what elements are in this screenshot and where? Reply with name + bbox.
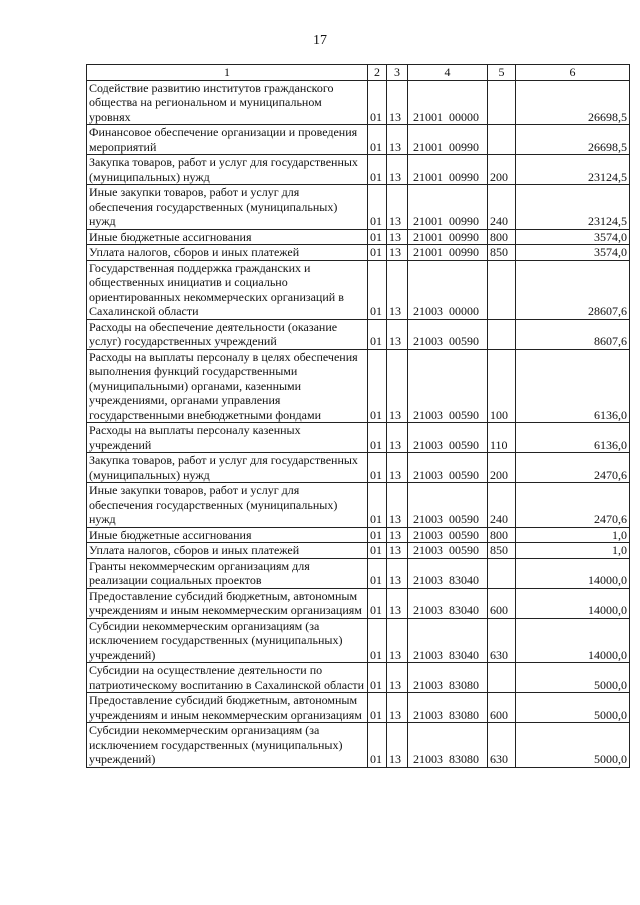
row-target-code: [408, 349, 488, 423]
row-chapter: 01: [368, 185, 387, 230]
row-target-program: 21003: [413, 512, 443, 526]
row-section: 13: [387, 260, 408, 319]
row-name: Иные закупки товаров, работ и услуг для обеспечения государственных (муниципальных) нужд: [87, 185, 368, 230]
table-row: [87, 349, 630, 423]
table-row: [87, 260, 630, 319]
row-amount: 14000,0: [516, 588, 630, 618]
row-target-program: 21003: [413, 527, 443, 542]
row-target-code: [408, 618, 488, 663]
row-chapter: 01: [368, 483, 387, 528]
row-section: 13: [387, 663, 408, 693]
row-section: 13: [387, 185, 408, 230]
row-amount: 28607,6: [516, 260, 630, 319]
row-target-program: 21003: [413, 304, 443, 318]
row-section: 13: [387, 453, 408, 483]
row-target-direction: 00990: [449, 214, 479, 228]
row-target-program: 21001: [413, 139, 443, 154]
row-target-program: 21003: [413, 707, 443, 722]
row-expense-type: 630: [488, 618, 516, 663]
row-expense-type: 850: [488, 245, 516, 261]
row-target-direction: 00590: [449, 512, 479, 526]
row-name: Закупка товаров, работ и услуг для государственных (муниципальных) нужд: [87, 453, 368, 483]
row-target-program: 21003: [413, 437, 443, 452]
row-chapter: 01: [368, 80, 387, 125]
row-chapter: 01: [368, 588, 387, 618]
row-section: 13: [387, 423, 408, 453]
row-expense-type: 200: [488, 453, 516, 483]
row-target-direction: 00590: [449, 407, 479, 422]
header-col-5: 5: [488, 65, 516, 81]
table-row: [87, 229, 630, 245]
row-target-code: [408, 453, 488, 483]
row-target-code: [408, 423, 488, 453]
row-target-program: 21003: [413, 334, 443, 348]
row-target-program: 21003: [413, 752, 443, 766]
row-section: 13: [387, 558, 408, 588]
row-name: Закупка товаров, работ и услуг для государственных (муниципальных) нужд: [87, 155, 368, 185]
row-section: 13: [387, 319, 408, 349]
row-name: Финансовое обеспечение организации и проведения мероприятий: [87, 125, 368, 155]
table-row: [87, 125, 630, 155]
row-amount: 23124,5: [516, 155, 630, 185]
row-target-direction: 83080: [449, 707, 479, 722]
row-expense-type: 630: [488, 723, 516, 768]
row-amount: 5000,0: [516, 723, 630, 768]
row-target-direction: 83080: [449, 752, 479, 766]
row-target-code: [408, 260, 488, 319]
row-expense-type: [488, 663, 516, 693]
row-amount: 3574,0: [516, 229, 630, 245]
row-amount: 1,0: [516, 527, 630, 543]
row-target-direction: 00990: [449, 245, 479, 259]
row-name: Гранты некоммерческим организациям для реализации социальных проектов: [87, 558, 368, 588]
row-target-code: [408, 558, 488, 588]
row-target-program: 21001: [413, 245, 443, 259]
row-target-direction: 00590: [449, 543, 479, 557]
row-section: 13: [387, 693, 408, 723]
row-expense-type: 100: [488, 349, 516, 423]
row-chapter: 01: [368, 125, 387, 155]
row-target-direction: 00590: [449, 334, 479, 348]
table-row: [87, 245, 630, 261]
row-target-code: [408, 693, 488, 723]
row-target-direction: 00590: [449, 437, 479, 452]
row-target-direction: 83080: [449, 677, 479, 692]
row-chapter: 01: [368, 543, 387, 559]
table-row: [87, 319, 630, 349]
row-expense-type: [488, 80, 516, 125]
row-name: Иные бюджетные ассигнования: [87, 527, 368, 543]
row-target-program: 21003: [413, 573, 443, 587]
row-chapter: 01: [368, 423, 387, 453]
row-target-code: [408, 723, 488, 768]
row-amount: 1,0: [516, 543, 630, 559]
row-amount: 3574,0: [516, 245, 630, 261]
budget-table: [86, 64, 630, 768]
row-target-direction: 83040: [449, 573, 479, 587]
row-expense-type: 110: [488, 423, 516, 453]
row-expense-type: 800: [488, 527, 516, 543]
row-section: 13: [387, 543, 408, 559]
row-target-direction: 00590: [449, 467, 479, 482]
table-row: [87, 453, 630, 483]
row-target-code: [408, 155, 488, 185]
row-expense-type: 600: [488, 588, 516, 618]
table-row: [87, 543, 630, 559]
row-target-program: 21003: [413, 407, 443, 422]
row-expense-type: [488, 319, 516, 349]
row-chapter: 01: [368, 558, 387, 588]
row-chapter: 01: [368, 453, 387, 483]
row-target-code: [408, 185, 488, 230]
table-row: [87, 618, 630, 663]
row-section: 13: [387, 588, 408, 618]
row-target-direction: 00000: [449, 109, 479, 124]
row-target-direction: 00990: [449, 139, 479, 154]
table-body: [87, 65, 630, 768]
row-chapter: 01: [368, 349, 387, 423]
page-number: 17: [313, 33, 327, 48]
row-target-code: [408, 125, 488, 155]
table-row: [87, 185, 630, 230]
row-section: 13: [387, 618, 408, 663]
row-name: Субсидии некоммерческим организациям (за исключением государственных (муниципальных) учреждений): [87, 618, 368, 663]
row-expense-type: [488, 558, 516, 588]
row-name: Содействие развитию институтов гражданского общества на региональном и муниципальном уровнях: [87, 80, 368, 125]
row-amount: 14000,0: [516, 618, 630, 663]
row-target-code: [408, 527, 488, 543]
row-name: Государственная поддержка гражданских и общественных инициатив и социально ориентированных некоммерческих организаций в Сахалинской области: [87, 260, 368, 319]
table-row: [87, 723, 630, 768]
row-expense-type: 800: [488, 229, 516, 245]
row-name: Субсидии некоммерческим организациям (за исключением государственных (муниципальных) учреждений): [87, 723, 368, 768]
row-amount: 2470,6: [516, 483, 630, 528]
row-section: 13: [387, 155, 408, 185]
row-section: 13: [387, 245, 408, 261]
row-chapter: 01: [368, 245, 387, 261]
row-target-program: 21001: [413, 229, 443, 244]
row-target-program: 21003: [413, 603, 443, 617]
row-target-code: [408, 245, 488, 261]
table-row: [87, 558, 630, 588]
row-target-code: [408, 663, 488, 693]
row-chapter: 01: [368, 723, 387, 768]
header-col-3: 3: [387, 65, 408, 81]
table-header-row: [87, 65, 630, 81]
row-target-code: [408, 483, 488, 528]
row-expense-type: 200: [488, 155, 516, 185]
table-row: [87, 527, 630, 543]
row-chapter: 01: [368, 618, 387, 663]
row-target-direction: 00990: [449, 169, 479, 184]
row-target-program: 21003: [413, 543, 443, 557]
header-col-1: 1: [87, 65, 368, 81]
row-chapter: 01: [368, 663, 387, 693]
table-row: [87, 588, 630, 618]
row-name: Иные бюджетные ассигнования: [87, 229, 368, 245]
row-section: 13: [387, 349, 408, 423]
row-amount: 6136,0: [516, 349, 630, 423]
row-name: Расходы на выплаты персоналу казенных учреждений: [87, 423, 368, 453]
row-target-program: 21003: [413, 467, 443, 482]
row-name: Субсидии на осуществление деятельности по патриотическому воспитанию в Сахалинской области: [87, 663, 368, 693]
row-amount: 5000,0: [516, 663, 630, 693]
row-expense-type: 600: [488, 693, 516, 723]
row-target-code: [408, 80, 488, 125]
row-chapter: 01: [368, 229, 387, 245]
row-section: 13: [387, 229, 408, 245]
row-name: Расходы на обеспечение деятельности (оказание услуг) государственных учреждений: [87, 319, 368, 349]
row-name: Предоставление субсидий бюджетным, автономным учреждениям и иным некоммерческим организациям: [87, 588, 368, 618]
row-target-direction: 00990: [449, 229, 479, 244]
row-expense-type: [488, 260, 516, 319]
row-target-program: 21001: [413, 109, 443, 124]
row-amount: 23124,5: [516, 185, 630, 230]
row-chapter: 01: [368, 260, 387, 319]
row-target-direction: 00590: [449, 527, 479, 542]
row-section: 13: [387, 527, 408, 543]
table-row: [87, 663, 630, 693]
row-target-direction: 83040: [449, 603, 479, 617]
row-section: 13: [387, 483, 408, 528]
row-name: Иные закупки товаров, работ и услуг для обеспечения государственных (муниципальных) нужд: [87, 483, 368, 528]
row-target-direction: 83040: [449, 647, 479, 662]
header-col-2: 2: [368, 65, 387, 81]
table-row: [87, 155, 630, 185]
row-amount: 6136,0: [516, 423, 630, 453]
row-name: Расходы на выплаты персоналу в целях обеспечения выполнения функций государственными (муниципальными) органами, казенными учреждениями, органами управления государственными внебюджетными фондами: [87, 349, 368, 423]
row-section: 13: [387, 80, 408, 125]
row-target-code: [408, 588, 488, 618]
row-target-code: [408, 319, 488, 349]
row-target-program: 21001: [413, 214, 443, 228]
row-expense-type: [488, 125, 516, 155]
row-expense-type: 240: [488, 185, 516, 230]
row-amount: 26698,5: [516, 80, 630, 125]
table-row: [87, 693, 630, 723]
row-expense-type: 850: [488, 543, 516, 559]
header-col-4: 4: [408, 65, 488, 81]
table-row: [87, 423, 630, 453]
row-target-program: 21003: [413, 677, 443, 692]
table-row: [87, 80, 630, 125]
table-row: [87, 483, 630, 528]
row-target-program: 21001: [413, 169, 443, 184]
row-amount: 8607,6: [516, 319, 630, 349]
header-col-6: 6: [516, 65, 630, 81]
row-chapter: 01: [368, 693, 387, 723]
row-expense-type: 240: [488, 483, 516, 528]
row-name: Уплата налогов, сборов и иных платежей: [87, 543, 368, 559]
row-name: Уплата налогов, сборов и иных платежей: [87, 245, 368, 261]
row-amount: 5000,0: [516, 693, 630, 723]
row-target-direction: 00000: [449, 304, 479, 318]
row-chapter: 01: [368, 319, 387, 349]
row-chapter: 01: [368, 155, 387, 185]
row-amount: 14000,0: [516, 558, 630, 588]
row-target-program: 21003: [413, 647, 443, 662]
row-section: 13: [387, 723, 408, 768]
row-name: Предоставление субсидий бюджетным, автономным учреждениям и иным некоммерческим организациям: [87, 693, 368, 723]
row-amount: 2470,6: [516, 453, 630, 483]
row-section: 13: [387, 125, 408, 155]
row-target-code: [408, 229, 488, 245]
row-chapter: 01: [368, 527, 387, 543]
row-target-code: [408, 543, 488, 559]
row-amount: 26698,5: [516, 125, 630, 155]
